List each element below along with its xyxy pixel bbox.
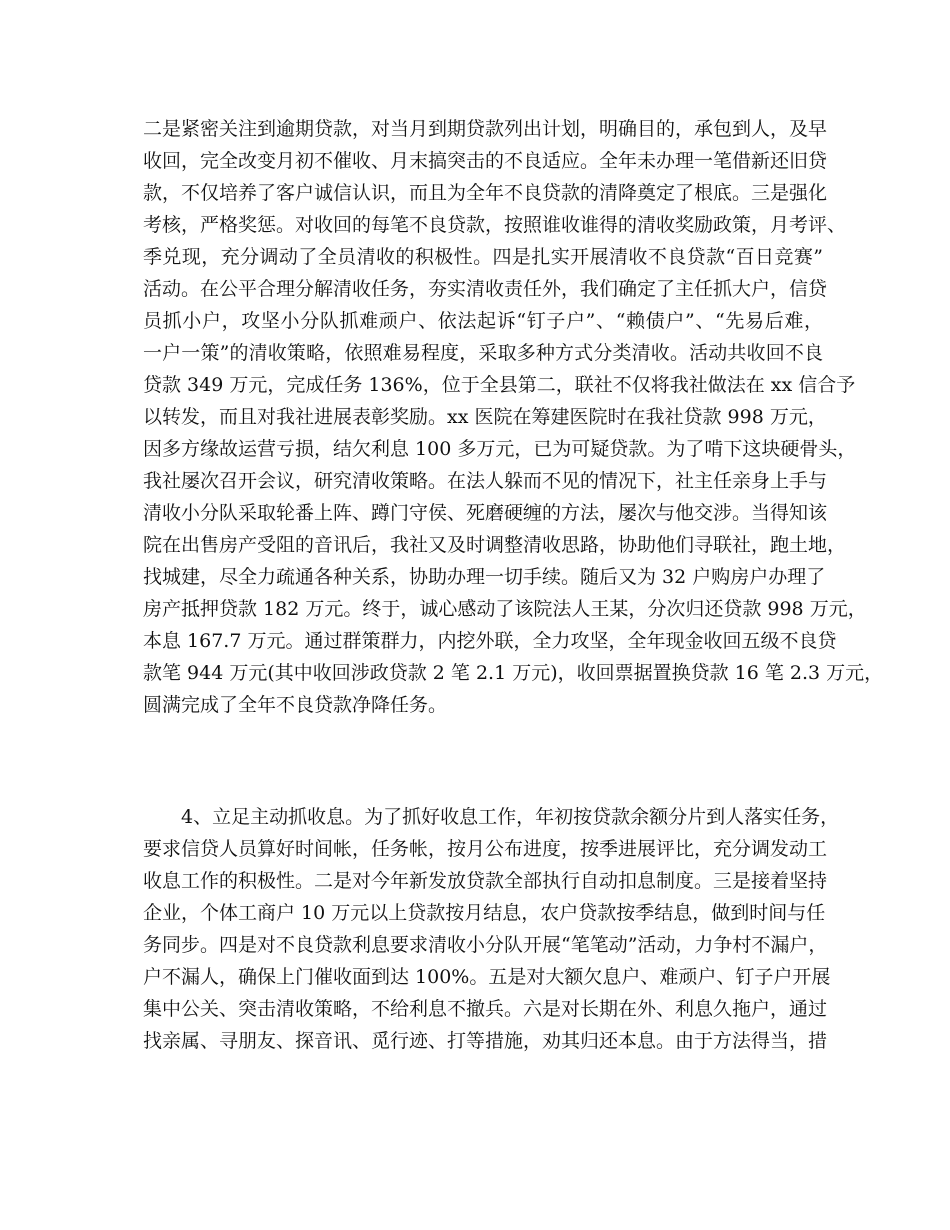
text-line: 季兑现，充分调动了全员清收的积极性。四是扎实开展清收不良贷款“百日竞赛” (143, 246, 823, 268)
text-line: 圆满完成了全年不良贷款净降任务。 (143, 694, 448, 716)
text-line: 员抓小户，攻坚小分队抓难顽户、依法起诉“钉子户”、“赖债户”、“先易后难， (143, 310, 823, 332)
text-line: 务同步。四是对不良贷款利息要求清收小分队开展“笔笔动”活动，力争村不漏户， (143, 934, 828, 956)
text-line: 收回，完全改变月初不催收、月末搞突击的不良适应。全年未办理一笔借新还旧贷 (143, 150, 828, 172)
text-line: 因多方缘故运营亏损，结欠利息 100 多万元，已为可疑贷款。为了啃下这块硬骨头， (143, 438, 857, 460)
text-line: 4、立足主动抓收息。为了抓好收息工作，年初按贷款余额分片到人落实任务， (143, 806, 840, 828)
paragraph-loan-collection (143, 113, 884, 721)
text-line: 收息工作的积极性。二是对今年新发放贷款全部执行自动扣息制度。三是接着坚持 (143, 870, 828, 892)
text-line: 要求信贷人员算好时间帐，任务帐，按月公布进度，按季进展评比，充分调发动工 (143, 838, 828, 860)
text-line: 贷款 349 万元，完成任务 136%，位于全县第二，联社不仅将我社做法在 xx 信合予 (143, 374, 856, 396)
text-line: 房产抵押贷款 182 万元。终于，诚心感动了该院法人王某，分次归还贷款 998 万元， (143, 598, 867, 620)
text-line: 款笔 944 万元(其中收回涉政贷款 2 笔 2.1 万元)，收回票据置换贷款 16 笔 2.3 万元， (143, 662, 884, 684)
text-line: 找城建，尽全力疏通各种关系，协助办理一切手续。随后又为 32 户购房户办理了 (143, 566, 826, 588)
text-line: 集中公关、突击清收策略，不给利息不撤兵。六是对长期在外、利息久拖户，通过 (143, 998, 828, 1020)
text-line: 考核，严格奖惩。对收回的每笔不良贷款，按照谁收谁得的清收奖励政策，月考评、 (143, 214, 847, 236)
text-line: 找亲属、寻朋友、探音讯、觅行迹、打等措施，劝其归还本息。由于方法得当，措 (143, 1030, 828, 1052)
text-line: 清收小分队采取轮番上阵、蹲门守侯、死磨硬缠的方法，屡次与他交涉。当得知该 (143, 502, 828, 524)
text-line: 企业，个体工商户 10 万元以上贷款按月结息，农户贷款按季结息，做到时间与任 (143, 902, 826, 924)
text-line: 一户一策”的清收策略，依照难易程度，采取多种方式分类清收。活动共收回不良 (143, 342, 823, 364)
text-line: 活动。在公平合理分解清收任务，夯实清收责任外，我们确定了主任抓大户，信贷 (143, 278, 828, 300)
text-line: 我社屡次召开会议，研究清收策略。在法人躲而不见的情况下，社主任亲身上手与 (143, 470, 828, 492)
text-line: 以转发，而且对我社进展表彰奖励。xx 医院在筹建医院时在我社贷款 998 万元， (143, 406, 827, 428)
text-line: 款，不仅培养了客户诚信认识，而且为全年不良贷款的清降奠定了根底。三是强化 (143, 182, 828, 204)
text-line: 院在出售房产受阻的音讯后，我社又及时调整清收思路，协助他们寻联社，跑土地， (143, 534, 847, 556)
text-line: 户不漏人，确保上门催收面到达 100%。五是对大额欠息户、难顽户、钉子户开展 (143, 966, 831, 988)
paragraph-interest-collection (143, 801, 840, 1057)
text-line: 二是紧密关注到逾期贷款，对当月到期贷款列出计划，明确目的，承包到人，及早 (143, 118, 828, 140)
text-line: 本息 167.7 万元。通过群策群力，内挖外联，全力攻坚，全年现金收回五级不良贷 (143, 630, 837, 652)
